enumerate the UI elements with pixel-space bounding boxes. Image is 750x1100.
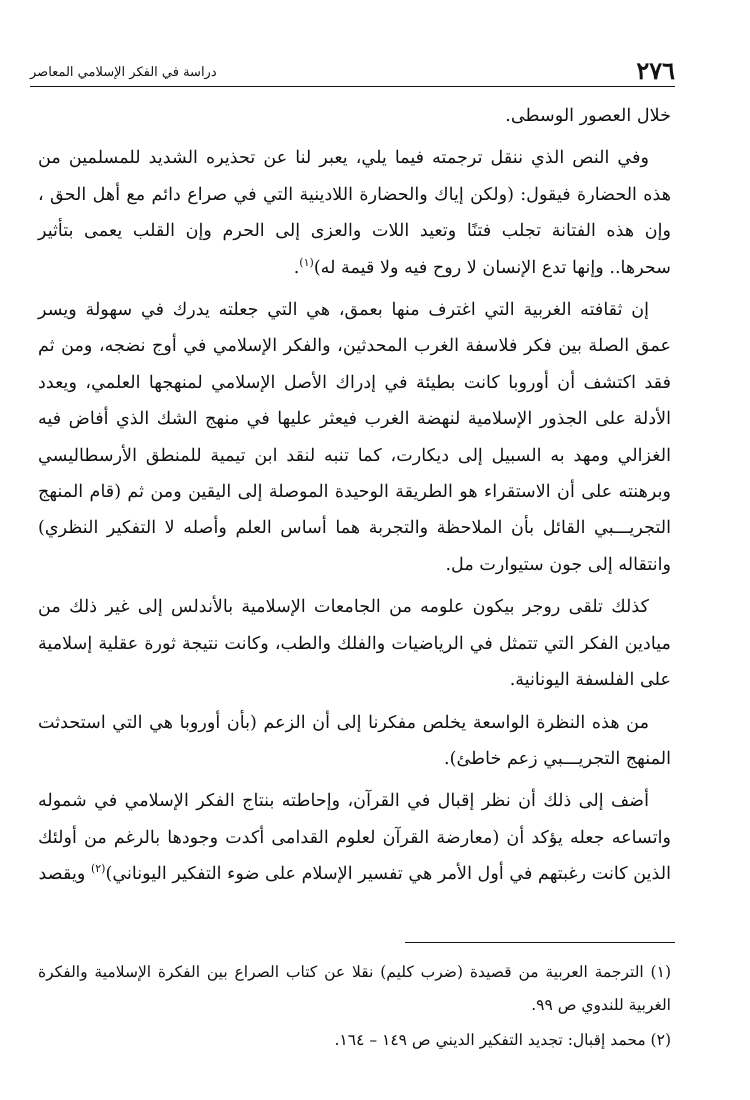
footnote: (١) الترجمة العربية من قصيدة (ضرب كليم) نقلا عن كتاب الصراع بين الفكرة الإسلامية والفكرة الغربية للندوي ص ٩٩. bbox=[38, 963, 671, 1014]
paragraph: إن ثقافته الغربية التي اغترف منها بعمق، هي التي جعلته يدرك في سهولة ويسر عمق الصلة بين فكر فلاسفة الغرب المحدثين، والفكر الإسلامي في أوج نضجه، ومن ثم فقد اكتشف أن أوروبا كانت بطيئة في إدراك الأصل الإسلامي لمنهجها العلمي، ويعدد الأدلة على الجذور الإسلامية لنهضة الغرب فيعثر عليها في منهج الشك الذي أفاض فيه الغزالي ومهد به السبيل إلى ديكارت، كما تنبه لنقد ابن تيمية للمنطق الأرسطاليسي وبرهنته على أن الاستقراء هو الطريقة الوحيدة الموصلة إلى اليقين ومن ثم (قام المنهج التجريـــبي القائل بأن الملاحظة والتجربة هما أساس العلم وأصله لا التفكير النظري) وانتقاله إلى جون ستيوارت مل. bbox=[38, 300, 671, 575]
page-header bbox=[30, 52, 675, 87]
main-text bbox=[38, 98, 671, 899]
footnote: (٢) محمد إقبال: تجديد التفكير الديني ص ١٤٩ – ١٦٤. bbox=[334, 1031, 671, 1049]
footnote-ref: (١) bbox=[299, 255, 314, 269]
paragraph: كذلك تلقى روجر بيكون علومه من الجامعات الإسلامية بالأندلس إلى غير ذلك من ميادين الفكر التي تتمثل في الرياضيات والفلك والطب، وكانت نتيجة ثورة عقلية إسلامية على الفلسفة اليونانية. bbox=[38, 597, 671, 691]
footnote-ref: (٢) bbox=[90, 862, 106, 876]
footnotes bbox=[38, 956, 671, 1059]
paragraph: خلال العصور الوسطى. bbox=[505, 106, 671, 126]
paragraph: أضف إلى ذلك أن نظر إقبال في القرآن، وإحاطته بنتاج الفكر الإسلامي في شموله واتساعه جعله يؤكد أن (معارضة القرآن لعلوم القدامى أكدت وجودها بالرغم من أولئك الذين كانت رغبتهم في أول الأمر هي تفسير الإسلام على ضوء التفكير اليوناني)$^{(٢)}$ ويقصد bbox=[38, 791, 671, 885]
paragraph: من هذه النظرة الواسعة يخلص مفكرنا إلى أن الزعم (بأن أوروبا هي التي استحدثت المنهج التجريـــبي زعم خاطئ). bbox=[38, 712, 671, 769]
footnote-divider bbox=[405, 942, 675, 943]
page-number: ٢٧٦ bbox=[636, 56, 675, 85]
paragraph: وفي النص الذي ننقل ترجمته فيما يلي، يعبر لنا عن تحذيره الشديد للمسلمين من هذه الحضارة فيقول: (ولكن إياك والحضارة اللادينية التي في صراع دائم مع أهل الحق ، وإن هذه الفتانة تجلب فتنًا وتعيد اللات والعزى إلى الحرم وإن القلب يعمى بتأثير سحرها.. وإنها تدع الإنسان لا روح فيه ولا قيمة له)$^{(١)}$. bbox=[38, 148, 671, 278]
running-title: دراسة في الفكر الإسلامي المعاصر bbox=[30, 65, 217, 80]
